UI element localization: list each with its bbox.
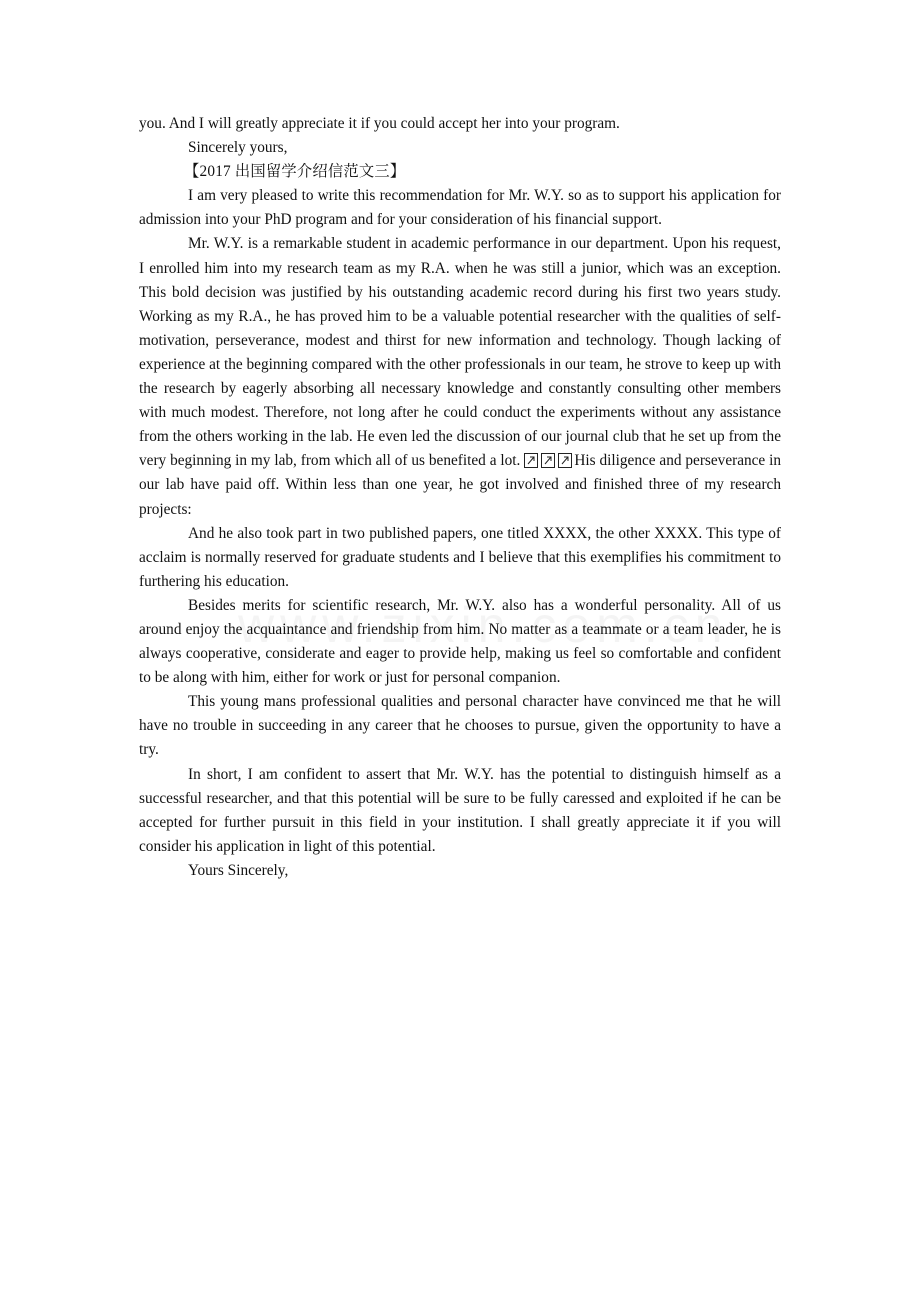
paragraph-5: This young mans professional qualities and personal character have convinced me that he will have no trouble in succeeding in any career that he chooses to pursue, given the opportunity to have a try. [139,693,781,759]
arrow-box-icon [541,453,555,468]
paragraph-2-text-a: Mr. W.Y. is a remarkable student in academic performance in our department. Upon his request, I enrolled him into my research team as my R.A. when he was still a junior, which was an exception. This bold decision was justified by his outstanding academic record during his first two years study. Working as my R.A., he has proved him to be a valuable potential researcher with the qualities of self-motivation, perseverance, modest and thirst for new information and technology. Though lacking of experience at the beginning compared with the other professionals in our team, he strove to keep up with the research by eagerly absorbing all necessary knowledge and constantly consulting other members with much modest. Therefore, not long after he could conduct the experiments without any assistance from the others working in the lab. He even led the discussion of our journal club that he set up from the very beginning in my lab, from which all of us benefited a lot. [139,235,781,470]
paragraph-6: In short, I am confident to assert that Mr. W.Y. has the potential to distinguish himself as a successful researcher, and that this potential will be sure to be fully caressed and exploited if he can be accepted for further pursuit in this field in your institution. I shall greatly appreciate it if you will consider his application in light of this potential. [139,765,781,855]
section-heading: 【2017 出国留学介绍信范文三】 [184,163,406,181]
missing-glyphs [524,453,572,468]
paragraph-4: Besides merits for scientific research, Mr. W.Y. also has a wonderful personality. All of us around enjoy the acquaintance and friendship from him. No matter as a teammate or a team leader, he is always cooperative, considerate and eager to provide help, making us feel so comfortable and confident to be along with him, either for work or just for personal companion. [139,596,781,687]
paragraph-2-text-b: His diligence and perseverance in our lab have paid off. Within less than one year, he got involved and finished three of my research projects: [139,452,781,518]
arrow-box-icon [524,453,538,468]
closing-sincerely: Sincerely yours, [188,139,288,157]
arrow-box-icon [558,453,572,468]
paragraph-3: And he also took part in two published papers, one titled XXXX, the other XXXX. This type of acclaim is normally reserved for graduate students and I believe that this exemplifies his commitment to furthering his education. [139,524,781,590]
paragraph-1: I am very pleased to write this recommendation for Mr. W.Y. so as to support his application for admission into your PhD program and for your consideration of his financial support. [139,187,781,229]
paragraph-2 [139,232,781,521]
opening-line: you. And I will greatly appreciate it if you could accept her into your program. [139,115,620,132]
closing-yours-sincerely: Yours Sincerely, [188,861,289,879]
document-body [139,112,781,883]
